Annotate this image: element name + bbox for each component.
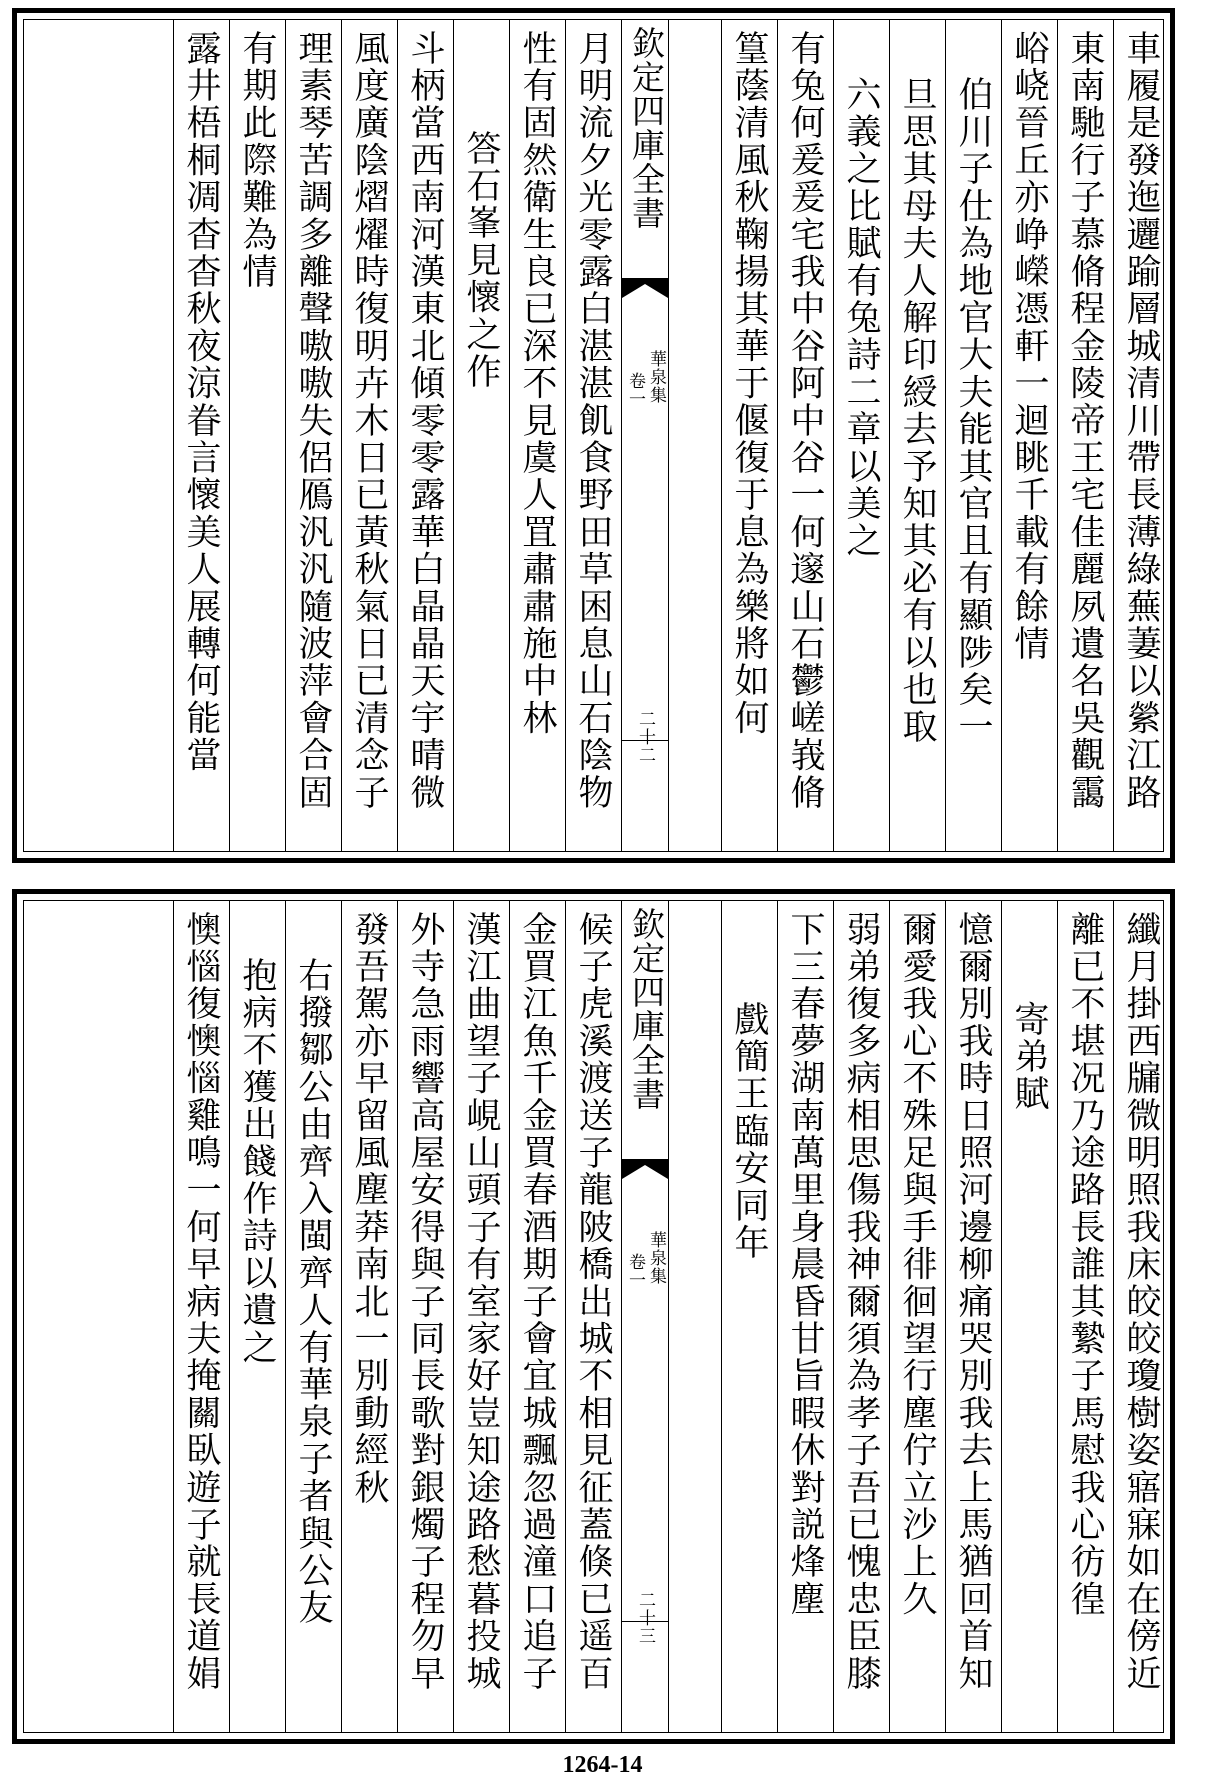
text-column: 東南馳行子慕脩程金陵帝王宅佳麗夙遺名吳觀靄 bbox=[1065, 30, 1105, 812]
text-column: 候子虎溪渡送子龍陂橋出城不相見征蓋倏已遥百 bbox=[573, 911, 613, 1693]
page-number: 二十三 bbox=[635, 1591, 655, 1645]
text-column: 下三春夢湖南萬里身晨昏甘旨暇休對説烽塵 bbox=[785, 911, 825, 1618]
text-column: 爾愛我心不殊足與手徘徊望行塵佇立沙上久 bbox=[897, 911, 937, 1618]
text-column: 右撥鄒公由齊入閩齊人有華泉子者與公友 bbox=[293, 957, 333, 1627]
text-column: 風度廣陰熠燿時復明卉木日已黃秋氣日已清念子 bbox=[349, 30, 389, 812]
text-column: 旦思其母夫人解印綬去予知其必有以也取 bbox=[897, 76, 937, 746]
text-column: 月明流夕光零露白湛湛飢食野田草困息山石陰物 bbox=[573, 30, 613, 812]
text-column: 理素琴苦調多離聲嗷嗷失侶鴈汎汎隨波萍會合固 bbox=[293, 30, 333, 812]
poem-title: 答石峯見懷之作 bbox=[461, 130, 501, 391]
volume-label: 卷一 bbox=[625, 372, 645, 408]
page-margin-column bbox=[621, 901, 669, 1732]
poem-title: 戲簡王臨安同年 bbox=[729, 1001, 769, 1262]
text-column: 六義之比賦有兔詩二章以美之 bbox=[841, 76, 881, 560]
text-column: 抱病不獲出餞作詩以遺之 bbox=[237, 957, 277, 1367]
text-column: 車履是發迤邐踰層城清川帶長薄綠蕪萋以縈江路 bbox=[1121, 30, 1161, 812]
text-column: 有期此際難為情 bbox=[237, 30, 277, 291]
text-column: 弱弟復多病相思傷我神爾須為孝子吾已愧忠臣膝 bbox=[841, 911, 881, 1693]
top-page-frame bbox=[23, 19, 1164, 852]
volume-label: 卷一 bbox=[625, 1253, 645, 1289]
catalog-number: 1264-14 bbox=[562, 1752, 643, 1778]
text-column: 斗柄當西南河漢東北傾零零露華白晶晶天宇晴微 bbox=[405, 30, 445, 812]
book-title: 華泉集 bbox=[646, 350, 666, 404]
book-title: 華泉集 bbox=[646, 1231, 666, 1285]
page-margin-column bbox=[621, 20, 669, 851]
fish-tail-mark bbox=[622, 1159, 668, 1179]
text-column: 金買江魚千金買春酒期子會宜城飄忽過潼口追子 bbox=[517, 911, 557, 1693]
poem-title: 寄弟賦 bbox=[1009, 1001, 1049, 1113]
fish-tail-mark bbox=[622, 278, 668, 298]
text-column: 露井梧桐凋杳杳秋夜涼眷言懷美人展轉何能當 bbox=[181, 30, 221, 774]
text-column: 伯川子仕為地官大夫能其官且有顯陟矣一 bbox=[953, 76, 993, 746]
text-column: 漢江曲望子峴山頭子有室家好豈知途路愁暮投城 bbox=[461, 911, 501, 1693]
bottom-page-frame bbox=[23, 900, 1164, 1733]
text-column: 有兔何爰爰宅我中谷阿中谷一何邃山石鬱嵯峩脩 bbox=[785, 30, 825, 812]
margin-header: 欽定四庫全書 bbox=[627, 907, 666, 1111]
text-column: 懊惱復懊惱雞鳴一何早病夫掩關臥遊子就長道娟 bbox=[181, 911, 221, 1693]
margin-header: 欽定四庫全書 bbox=[627, 26, 666, 230]
text-column: 外寺急雨響高屋安得與子同長歌對銀燭子程勿早 bbox=[405, 911, 445, 1693]
text-column: 發吾駕亦早留風塵莽南北一別動經秋 bbox=[349, 911, 389, 1507]
text-column: 峪峣晉丘亦峥嶸憑軒一迴眺千載有餘情 bbox=[1009, 30, 1049, 663]
text-column: 離已不堪况乃途路長誰其縶子馬慰我心彷徨 bbox=[1065, 911, 1105, 1618]
text-column: 纖月掛西牖微明照我床皎皎瓊樹姿寤寐如在傍近 bbox=[1121, 911, 1161, 1693]
text-column: 憶爾別我時日照河邊柳痛哭別我去上馬猶回首知 bbox=[953, 911, 993, 1693]
page-number: 二十二 bbox=[635, 710, 655, 764]
text-column: 篁蔭清風秋鞠揚其華于偃復于息為樂將如何 bbox=[729, 30, 769, 737]
bottom-page bbox=[12, 889, 1175, 1744]
text-column: 性有固然衛生良已深不見虞人罝肅肅施中林 bbox=[517, 30, 557, 737]
top-page bbox=[12, 8, 1175, 863]
